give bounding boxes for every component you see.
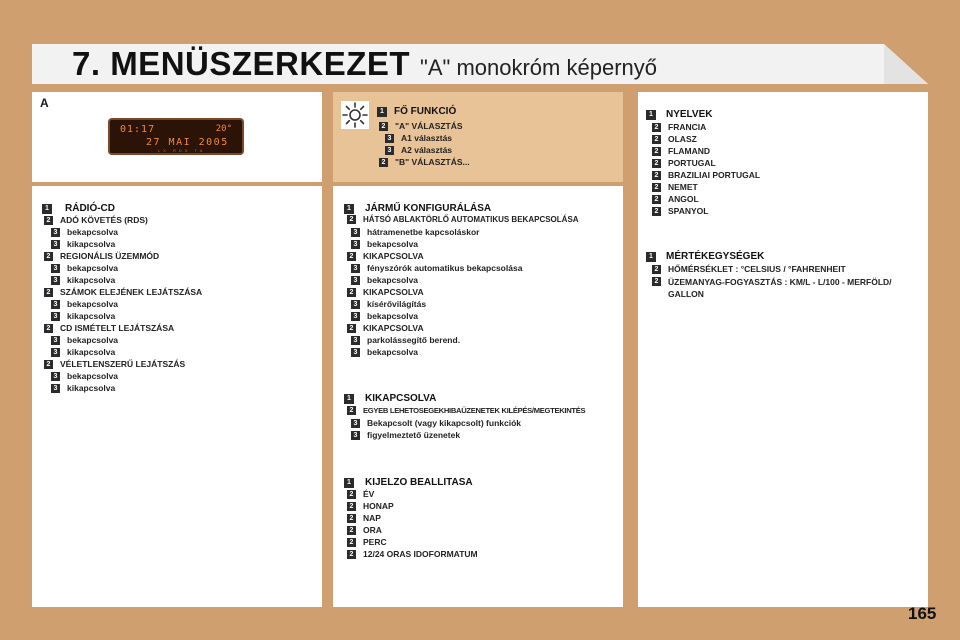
- menu-item-label: fényszórók automatikus bekapcsolása: [367, 263, 523, 273]
- menu-heading-label: MÉRTÉKEGYSÉGEK: [666, 251, 765, 262]
- menu-item: [385, 145, 452, 155]
- menu-item-label: NEMET: [668, 182, 698, 192]
- level-badge: 2: [347, 288, 356, 297]
- menu-item: [652, 206, 708, 216]
- menu-item: [51, 239, 115, 249]
- menu-heading: [344, 393, 436, 404]
- menu-item: [44, 323, 174, 333]
- level-badge: 2: [44, 216, 53, 225]
- level-badge: 2: [347, 538, 356, 547]
- level-badge: 2: [44, 252, 53, 261]
- menu-item: [379, 157, 470, 167]
- menu-item: [347, 489, 374, 499]
- level-badge: 3: [51, 384, 60, 393]
- title-main: 7. MENÜSZERKEZET: [72, 45, 411, 82]
- menu-item-label: ÜZEMANYAG-FOGYASZTÁS : KM/L - L/100 - MERFÖLD/ GALLON: [668, 277, 892, 299]
- level-badge: 3: [351, 228, 360, 237]
- monochrome-display: [108, 118, 244, 155]
- menu-item-label: ORA: [363, 525, 382, 535]
- menu-heading-label: FŐ FUNKCIÓ: [394, 106, 457, 117]
- level-badge: 2: [652, 265, 661, 274]
- level-badge: 3: [51, 264, 60, 273]
- level-badge: 2: [652, 183, 661, 192]
- level-badge: 2: [347, 514, 356, 523]
- level-badge: 2: [652, 171, 661, 180]
- menu-item: [44, 287, 202, 297]
- menu-item: [652, 276, 918, 300]
- menu-item-label: REGIONÁLIS ÜZEMMÓD: [60, 251, 160, 261]
- menu-item-label: hátramenetbe kapcsoláskor: [367, 227, 480, 237]
- level-badge: 1: [344, 394, 354, 404]
- menu-item-label: bekapcsolva: [67, 227, 119, 237]
- menu-item: [351, 227, 479, 237]
- menu-item-label: ANGOL: [668, 194, 699, 204]
- level-badge: 3: [51, 312, 60, 321]
- menu-item: [652, 170, 760, 180]
- level-badge: 3: [385, 146, 394, 155]
- menu-item: [351, 418, 521, 428]
- menu-item-label: KIKAPCSOLVA: [363, 323, 424, 333]
- menu-item: [51, 347, 115, 357]
- level-badge: 3: [351, 312, 360, 321]
- level-badge: 3: [51, 240, 60, 249]
- menu-item-label: parkolássegítő berend.: [367, 335, 461, 345]
- menu-item-label: A2 választás: [401, 145, 453, 155]
- menu-heading-label: RÁDIÓ-CD: [65, 203, 115, 214]
- menu-item: [51, 371, 118, 381]
- menu-heading: [344, 203, 491, 214]
- menu-item: [347, 525, 382, 535]
- menu-item-label: "B" VÁLASZTÁS...: [395, 157, 470, 167]
- level-badge: 1: [42, 204, 52, 214]
- level-badge: 3: [51, 336, 60, 345]
- level-badge: 2: [347, 502, 356, 511]
- level-badge: 2: [652, 159, 661, 168]
- level-badge: 3: [351, 348, 360, 357]
- menu-item: [652, 122, 706, 132]
- display-time: 01:17: [120, 124, 156, 135]
- menu-heading: [344, 477, 473, 488]
- menu-item: [351, 430, 460, 440]
- level-badge: 3: [51, 372, 60, 381]
- level-badge: 3: [385, 134, 394, 143]
- menu-item-label: kikapcsolva: [67, 239, 116, 249]
- menu-item: [347, 215, 579, 224]
- menu-item-label: kikapcsolva: [67, 275, 116, 285]
- menu-item: [44, 251, 159, 261]
- menu-item: [51, 227, 118, 237]
- menu-item: [347, 513, 381, 523]
- menu-item: [652, 194, 699, 204]
- menu-item-label: HŐMÉRSÉKLET : °CELSIUS / °FAHRENHEIT: [668, 264, 846, 274]
- level-badge: 3: [351, 419, 360, 428]
- level-badge: 2: [44, 324, 53, 333]
- menu-heading-label: KIJELZO BEALLITASA: [365, 477, 473, 488]
- menu-item: [351, 275, 418, 285]
- menu-item: [51, 275, 115, 285]
- display-label: A: [40, 96, 49, 110]
- sun-icon: [340, 100, 370, 130]
- level-badge: 2: [652, 195, 661, 204]
- menu-item-label: HÁTSÓ ABLAKTÖRLŐ AUTOMATIKUS BEKAPCSOLÁSA: [363, 215, 579, 224]
- level-badge: 2: [347, 215, 356, 224]
- menu-item: [347, 323, 424, 333]
- menu-item: [652, 146, 710, 156]
- level-badge: 2: [652, 135, 661, 144]
- menu-item: [385, 133, 452, 143]
- menu-item-label: EGYEB LEHETOSEGEKHIBAÜZENETEK KILÉPÉS/MEGTEKINTÉS: [363, 406, 586, 415]
- menu-item-label: bekapcsolva: [67, 263, 119, 273]
- menu-item-label: FLAMAND: [668, 146, 711, 156]
- menu-item-label: Bekapcsolt (vagy kikapcsolt) funkciók: [367, 418, 521, 428]
- menu-item: [351, 239, 418, 249]
- level-badge: 2: [652, 147, 661, 156]
- menu-item-label: bekapcsolva: [367, 347, 419, 357]
- menu-item-label: 12/24 ORAS IDOFORMATUM: [363, 549, 478, 559]
- level-badge: 1: [646, 110, 656, 120]
- menu-item: [652, 158, 716, 168]
- menu-item-label: kikapcsolva: [67, 383, 116, 393]
- menu-item-label: SZÁMOK ELEJÉNEK LEJÁTSZÁSA: [60, 287, 203, 297]
- menu-item-label: bekapcsolva: [367, 311, 419, 321]
- menu-item-label: kikapcsolva: [67, 347, 116, 357]
- level-badge: 3: [351, 264, 360, 273]
- menu-item-label: FRANCIA: [668, 122, 707, 132]
- level-badge: 3: [351, 300, 360, 309]
- menu-item-label: PORTUGAL: [668, 158, 716, 168]
- menu-item: [652, 182, 698, 192]
- menu-item: [652, 134, 697, 144]
- menu-item: [351, 311, 418, 321]
- menu-heading: [646, 109, 713, 120]
- level-badge: 2: [347, 550, 356, 559]
- menu-item: [347, 406, 585, 415]
- menu-item-label: ADÓ KÖVETÉS (RDS): [60, 215, 148, 225]
- page-title: [72, 44, 657, 84]
- level-badge: 2: [347, 406, 356, 415]
- menu-item-label: SPANYOL: [668, 206, 709, 216]
- level-badge: 1: [646, 252, 656, 262]
- level-badge: 3: [351, 240, 360, 249]
- menu-item: [351, 263, 522, 273]
- level-badge: 2: [44, 360, 53, 369]
- menu-item: [347, 549, 478, 559]
- level-badge: 3: [51, 228, 60, 237]
- menu-item-label: bekapcsolva: [367, 275, 419, 285]
- menu-item: [379, 121, 463, 131]
- menu-item-label: figyelmeztető üzenetek: [367, 430, 461, 440]
- menu-item: [351, 299, 426, 309]
- menu-item-label: KIKAPCSOLVA: [363, 251, 424, 261]
- display-temp: 20°: [215, 124, 232, 134]
- menu-item: [51, 383, 115, 393]
- menu-item: [51, 263, 118, 273]
- menu-item: [51, 335, 118, 345]
- level-badge: 1: [344, 478, 354, 488]
- menu-item-label: CD ISMÉTELT LEJÁTSZÁSA: [60, 323, 175, 333]
- menu-item-label: BRAZILIAI PORTUGAL: [668, 170, 761, 180]
- menu-item: [351, 347, 418, 357]
- menu-item: [347, 537, 387, 547]
- menu-item-label: VÉLETLENSZERŰ LEJÁTSZÁS: [60, 359, 186, 369]
- menu-item-label: KIKAPCSOLVA: [363, 287, 424, 297]
- menu-item-label: PERC: [363, 537, 387, 547]
- title-subtitle: "A" monokróm képernyő: [420, 55, 657, 80]
- level-badge: 2: [379, 158, 388, 167]
- menu-item-label: A1 választás: [401, 133, 453, 143]
- level-badge: 3: [351, 431, 360, 440]
- menu-item: [44, 215, 148, 225]
- level-badge: 2: [379, 122, 388, 131]
- menu-item: [51, 299, 118, 309]
- menu-heading-label: KIKAPCSOLVA: [365, 393, 437, 404]
- menu-heading-label: NYELVEK: [666, 109, 713, 120]
- menu-heading-label: JÁRMŰ KONFIGURÁLÁSA: [365, 203, 492, 214]
- level-badge: 3: [51, 348, 60, 357]
- menu-item-label: bekapcsolva: [67, 299, 119, 309]
- menu-heading: [42, 203, 115, 214]
- level-badge: 2: [652, 123, 661, 132]
- menu-item: [347, 501, 394, 511]
- menu-item-label: kísérővilágítás: [367, 299, 427, 309]
- menu-item: [347, 287, 424, 297]
- menu-heading: [646, 251, 764, 262]
- menu-item-label: bekapcsolva: [367, 239, 419, 249]
- menu-item-label: bekapcsolva: [67, 335, 119, 345]
- menu-item: [351, 335, 460, 345]
- level-badge: 1: [344, 204, 354, 214]
- menu-item-label: bekapcsolva: [67, 371, 119, 381]
- level-badge: 2: [652, 277, 661, 286]
- display-indicators: LX RDS TA: [158, 148, 206, 153]
- menu-heading: [377, 106, 456, 117]
- menu-item-label: "A" VÁLASZTÁS: [395, 121, 463, 131]
- menu-item: [51, 311, 115, 321]
- level-badge: 2: [652, 207, 661, 216]
- page-number: 165: [908, 604, 937, 623]
- menu-item-label: HONAP: [363, 501, 394, 511]
- menu-item-label: NAP: [363, 513, 381, 523]
- level-badge: 2: [44, 288, 53, 297]
- menu-item-label: kikapcsolva: [67, 311, 116, 321]
- display-date: 27 MAI 2005: [146, 137, 229, 148]
- radio-panel: [32, 186, 322, 607]
- level-badge: 2: [347, 490, 356, 499]
- menu-item: [347, 251, 424, 261]
- level-badge: 2: [347, 324, 356, 333]
- level-badge: 3: [351, 336, 360, 345]
- menu-item: [44, 359, 185, 369]
- menu-item-label: OLASZ: [668, 134, 697, 144]
- menu-item-label: ÉV: [363, 489, 375, 499]
- level-badge: 1: [377, 107, 387, 117]
- level-badge: 3: [51, 276, 60, 285]
- level-badge: 3: [51, 300, 60, 309]
- level-badge: 2: [347, 252, 356, 261]
- level-badge: 2: [347, 526, 356, 535]
- menu-item: [652, 264, 846, 274]
- level-badge: 3: [351, 276, 360, 285]
